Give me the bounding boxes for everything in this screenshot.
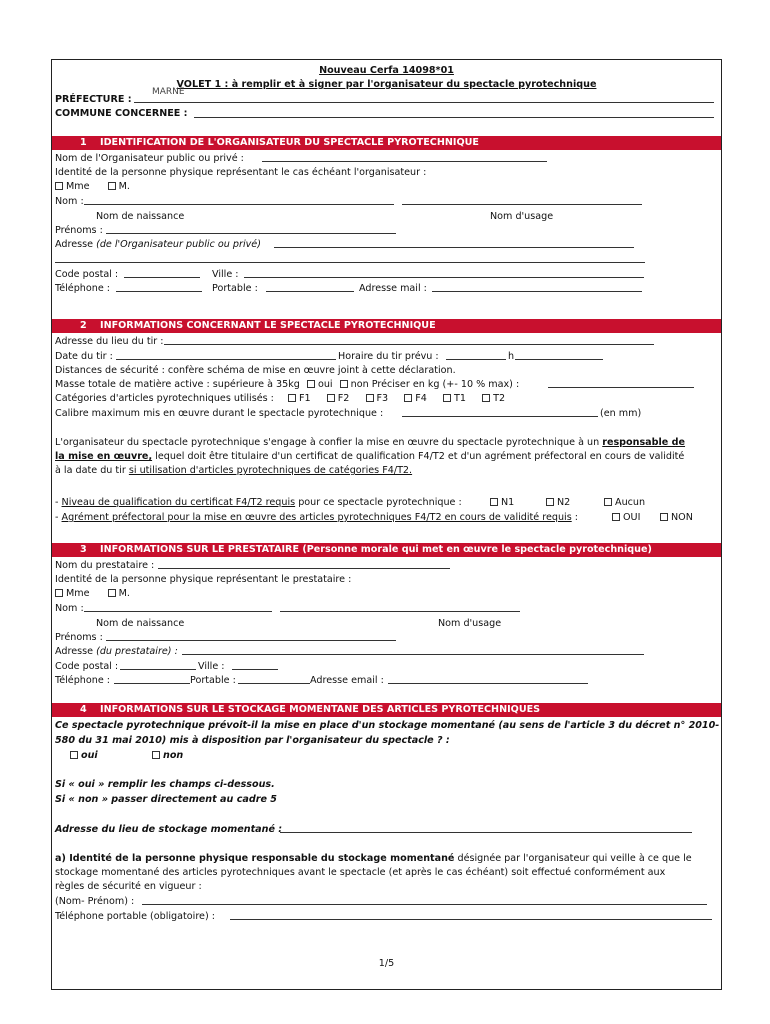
nom-naissance-caption: Nom de naissance — [96, 211, 185, 222]
prest-tel-field[interactable] — [114, 674, 190, 684]
portable-field[interactable] — [266, 282, 354, 292]
calibre-field[interactable] — [402, 407, 598, 417]
horaire-label: Horaire du tir prévu : — [338, 351, 439, 362]
nom-label: Nom : — [55, 196, 84, 207]
prest-adresse-label: Adresse (du prestataire) : — [55, 646, 178, 657]
prest-portable-field[interactable] — [238, 674, 310, 684]
responsable-line-3: règles de sécurité en vigueur : — [55, 881, 202, 892]
prest-prenoms-field[interactable] — [106, 631, 396, 641]
prest-ville-label: Ville : — [198, 661, 225, 672]
nom-prenom-field[interactable] — [142, 895, 707, 905]
stockage-non-option: non — [152, 749, 183, 762]
identite-label: Identité de la personne physique représentant le cas échéant l'organisateur : — [55, 167, 427, 178]
section-4-header: 4 INFORMATIONS SUR LE STOCKAGE MOMENTANE DES ARTICLES PYROTECHNIQUES — [52, 703, 721, 717]
page-number: 1/5 — [378, 958, 395, 969]
n2-option: N2 — [546, 496, 570, 509]
calibre-unit: (en mm) — [600, 408, 642, 419]
prest-email-field[interactable] — [388, 674, 588, 684]
adresse-field-1[interactable] — [274, 238, 634, 248]
form-subtitle: VOLET 1 : à remplir et à signer par l'organisateur du spectacle pyrotechnique — [176, 79, 597, 90]
nom-usage-caption: Nom d'usage — [490, 211, 554, 222]
prest-ville-field[interactable] — [232, 660, 278, 670]
engagement-line-1: L'organisateur du spectacle pyrotechnique s'engage à confier la mise en œuvre du spectacle pyrotechnique à un responsable de — [55, 437, 686, 448]
prest-cp-label: Code postal : — [55, 661, 119, 672]
masse-kg-field[interactable] — [548, 378, 694, 388]
cat-f3-checkbox[interactable] — [366, 394, 374, 402]
prest-nom-label: Nom : — [55, 603, 84, 614]
agrement-non-checkbox[interactable] — [660, 513, 668, 521]
prefecture-label: PRÉFECTURE : — [55, 94, 132, 105]
niveau-row: - Niveau de qualification du certificat F4/T2 requis pour ce spectacle pyrotechnique : — [55, 497, 462, 508]
stockage-oui-checkbox[interactable] — [70, 751, 78, 759]
organisateur-label: Nom de l'Organisateur public ou privé : — [55, 153, 244, 164]
tel-label: Téléphone : — [55, 283, 111, 294]
nom-usage-field[interactable] — [402, 195, 642, 205]
organisateur-field[interactable] — [262, 152, 547, 162]
cp-field[interactable] — [124, 268, 200, 278]
cat-t2-checkbox[interactable] — [482, 394, 490, 402]
mme-checkbox[interactable] — [55, 182, 63, 190]
nom-prenom-label: (Nom- Prénom) : — [55, 896, 135, 907]
section-2-header: 2 INFORMATIONS CONCERNANT LE SPECTACLE PYROTECHNIQUE — [52, 319, 721, 333]
prestataire-label: Nom du prestataire : — [55, 560, 155, 571]
ville-field[interactable] — [244, 268, 644, 278]
prest-nom-usage-field[interactable] — [280, 602, 520, 612]
horaire-h-field[interactable] — [446, 350, 506, 360]
aucun-checkbox[interactable] — [604, 498, 612, 506]
horaire-h: h — [508, 351, 515, 362]
prest-m-checkbox[interactable] — [108, 589, 116, 597]
prest-email-label: Adresse email : — [310, 675, 384, 686]
adresse-field-2[interactable] — [55, 253, 645, 263]
n1-checkbox[interactable] — [490, 498, 498, 506]
cat-t1-checkbox[interactable] — [443, 394, 451, 402]
date-field[interactable] — [116, 350, 336, 360]
stockage-question-2: 580 du 31 mai 2010) mis à disposition par l'organisateur du spectacle ? : — [55, 735, 450, 746]
prest-portable-label: Portable : — [190, 675, 236, 686]
tel-portable-label: Téléphone portable (obligatoire) : — [55, 911, 215, 922]
adresse-stockage-field[interactable] — [280, 823, 692, 833]
responsable-line-2: stockage momentané des articles pyrotechniques avant le spectacle (et après le cas échéant) soit effectué conformément aux — [55, 867, 666, 878]
nom-naissance-field[interactable] — [84, 195, 394, 205]
agrement-non-option: NON — [660, 511, 693, 524]
adresse-label: Adresse (de l'Organisateur public ou privé) — [55, 239, 261, 250]
prest-naissance-caption: Nom de naissance — [96, 618, 185, 629]
agrement-oui-option: OUI — [612, 511, 640, 524]
prest-mme-checkbox[interactable] — [55, 589, 63, 597]
horaire-min-field[interactable] — [515, 350, 603, 360]
cat-f2-checkbox[interactable] — [327, 394, 335, 402]
mail-field[interactable] — [432, 282, 642, 292]
prefecture-field[interactable] — [134, 93, 714, 103]
prefecture-value: MARNE — [152, 87, 185, 97]
mail-label: Adresse mail : — [359, 283, 427, 294]
stockage-oui-option: oui — [70, 749, 98, 762]
prenoms-field[interactable] — [106, 224, 396, 234]
section-1-header: 1 IDENTIFICATION DE L'ORGANISATEUR DU SPECTACLE PYROTECHNIQUE — [52, 136, 721, 150]
stockage-question-1: Ce spectacle pyrotechnique prévoit-il la mise en place d'un stockage momentané (au sens de l'article 3 du décret n° 2010- — [55, 720, 720, 731]
calibre-label: Calibre maximum mis en œuvre durant le spectacle pyrotechnique : — [55, 408, 384, 419]
prest-usage-caption: Nom d'usage — [438, 618, 502, 629]
masse-non-checkbox[interactable] — [340, 380, 348, 388]
stockage-non-checkbox[interactable] — [152, 751, 160, 759]
tel-field[interactable] — [116, 282, 202, 292]
lieu-label: Adresse du lieu du tir : — [55, 336, 164, 347]
civilite-row: Mme M. — [55, 180, 130, 193]
n2-checkbox[interactable] — [546, 498, 554, 506]
adresse-stockage-label: Adresse du lieu de stockage momentané : — [55, 824, 283, 835]
aucun-option: Aucun — [604, 496, 645, 509]
masse-oui-checkbox[interactable] — [307, 380, 315, 388]
form-page — [51, 59, 722, 990]
distances-text: Distances de sécurité : confère schéma de mise en œuvre joint à cette déclaration. — [55, 365, 456, 376]
prest-adresse-field[interactable] — [182, 645, 644, 655]
section-3-header: 3 INFORMATIONS SUR LE PRESTATAIRE (Personne morale qui met en œuvre le spectacle pyrotechnique) — [52, 543, 721, 557]
engagement-line-3: à la date du tir si utilisation d'articles pyrotechniques de catégories F4/T2. — [55, 465, 413, 476]
agrement-row: - Agrément préfectoral pour la mise en œuvre des articles pyrotechniques F4/T2 en cours de validité requis : — [55, 512, 579, 523]
cp-label: Code postal : — [55, 269, 119, 280]
responsable-line-1: a) Identité de la personne physique responsable du stockage momentané désignée par l'organisateur qui veille à ce que le — [55, 853, 692, 864]
commune-field[interactable] — [194, 108, 714, 118]
tel-portable-field[interactable] — [230, 910, 712, 920]
prest-prenoms-label: Prénoms : — [55, 632, 103, 643]
ville-label: Ville : — [212, 269, 239, 280]
categories-row: Catégories d'articles pyrotechniques utilisés : F1 F2 F3 F4 T1 T2 — [55, 393, 506, 404]
date-label: Date du tir : — [55, 351, 113, 362]
prenoms-label: Prénoms : — [55, 225, 103, 236]
n1-option: N1 — [490, 496, 514, 509]
portable-label: Portable : — [212, 283, 258, 294]
si-non-text: Si « non » passer directement au cadre 5 — [55, 794, 277, 805]
m-checkbox[interactable] — [108, 182, 116, 190]
masse-row: Masse totale de matière active : supérieure à 35kg oui non Préciser en kg (+- 10 % max) : — [55, 379, 520, 390]
commune-label: COMMUNE CONCERNEE : — [55, 108, 188, 119]
prest-identite-label: Identité de la personne physique représentant le prestataire : — [55, 574, 352, 585]
cat-f1-checkbox[interactable] — [288, 394, 296, 402]
prest-nom-naissance-field[interactable] — [84, 602, 272, 612]
prestataire-field[interactable] — [158, 559, 450, 569]
prest-civilite-row: Mme M. — [55, 587, 130, 600]
si-oui-text: Si « oui » remplir les champs ci-dessous. — [55, 779, 275, 790]
prest-tel-label: Téléphone : — [55, 675, 111, 686]
prest-cp-field[interactable] — [120, 660, 196, 670]
lieu-field[interactable] — [164, 335, 654, 345]
form-title: Nouveau Cerfa 14098*01 — [319, 65, 454, 76]
cat-f4-checkbox[interactable] — [404, 394, 412, 402]
agrement-oui-checkbox[interactable] — [612, 513, 620, 521]
engagement-line-2: la mise en œuvre, lequel doit être titulaire d'un certificat de qualification F4/T2 et d'un agrément préfectoral en cours de validité — [55, 451, 685, 462]
